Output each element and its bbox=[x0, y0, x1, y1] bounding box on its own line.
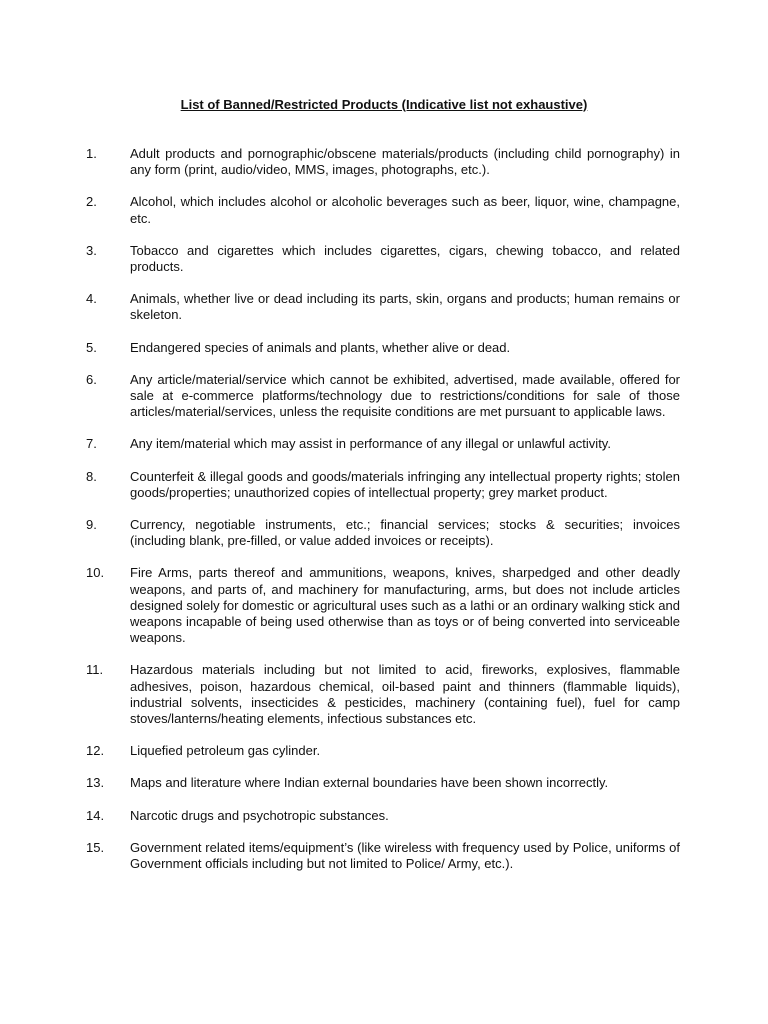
list-item-number: 5. bbox=[86, 339, 97, 355]
list-item-number: 4. bbox=[86, 291, 97, 307]
list-item bbox=[86, 469, 680, 501]
list-item bbox=[86, 340, 680, 356]
list-item-number: 1. bbox=[86, 146, 97, 161]
list-item bbox=[86, 146, 680, 178]
list-item-text: Tobacco and cigarettes which includes cigarettes, cigars, chewing tobacco, and related products. bbox=[130, 242, 680, 275]
list-item-text: Alcohol, which includes alcohol or alcoholic beverages such as beer, liquor, wine, champagne, etc. bbox=[130, 194, 680, 226]
list-item-number: 9. bbox=[86, 517, 97, 533]
list-item-number: 14. bbox=[86, 807, 105, 823]
list-item bbox=[86, 775, 680, 791]
list-item-number: 7. bbox=[86, 436, 97, 452]
list-item-text: Animals, whether live or dead including its parts, skin, organs and products; human remains or skeleton. bbox=[130, 291, 680, 323]
list-item-number: 11. bbox=[86, 662, 104, 678]
list-item-text: Any item/material which may assist in performance of any illegal or unlawful activity. bbox=[130, 436, 611, 452]
list-item-text: Counterfeit & illegal goods and goods/materials infringing any intellectual property rights; stolen goods/properties; unauthorized copies of intellectual property; grey market product. bbox=[130, 468, 680, 500]
list-item-number: 12. bbox=[86, 743, 105, 759]
list-item-number: 15. bbox=[86, 839, 105, 855]
list-item bbox=[86, 662, 680, 727]
list-item bbox=[86, 808, 680, 824]
list-item-text: Liquefied petroleum gas cylinder. bbox=[130, 743, 321, 759]
list-item bbox=[86, 840, 680, 872]
list-item-text: Endangered species of animals and plants, whether alive or dead. bbox=[130, 339, 511, 355]
list-item-text: Fire Arms, parts thereof and ammunitions, weapons, knives, sharpedged and other deadly weapons, and parts of, and machinery for manufacturing, arms, but does not include articles designed solely for domestic or agricultural uses such as a lathi or an ordinary walking stick and weapons incapable of being used otherwise than as toys or of being converted into serviceable weapons. bbox=[130, 565, 680, 646]
list-item bbox=[86, 291, 680, 323]
list-item bbox=[86, 243, 680, 275]
list-item-text: Currency, negotiable instruments, etc.; financial services; stocks & securities; invoices (including blank, pre-filled, or value added invoices or receipts). bbox=[130, 517, 680, 549]
list-item-number: 2. bbox=[86, 194, 97, 210]
list-item bbox=[86, 194, 680, 226]
banned-products-list bbox=[86, 146, 680, 888]
list-item-text: Narcotic drugs and psychotropic substances. bbox=[130, 807, 389, 823]
list-item-text: Government related items/equipment’s (like wireless with frequency used by Police, uniforms of Government officials including but not limited to Police/ Army, etc.). bbox=[130, 839, 680, 872]
list-item bbox=[86, 372, 680, 421]
list-item-number: 3. bbox=[86, 242, 97, 258]
list-item-text: Maps and literature where Indian external boundaries have been shown incorrectly. bbox=[130, 775, 609, 791]
list-item bbox=[86, 436, 680, 452]
list-item-number: 10. bbox=[86, 565, 105, 581]
list-item-text: Any article/material/service which cannot be exhibited, advertised, made available, offered for sale at e-commerce platforms/technology due to restrictions/conditions for sale of those articles/material/services, unless the requisite conditions are met pursuant to applicable laws. bbox=[130, 371, 680, 420]
list-item bbox=[86, 517, 680, 549]
list-item-text: Adult products and pornographic/obscene materials/products (including child pornography) in any form (print, audio/video, MMS, images, photographs, etc.). bbox=[130, 146, 680, 178]
list-item-number: 13. bbox=[86, 775, 105, 791]
list-item-number: 8. bbox=[86, 468, 97, 484]
document-title: List of Banned/Restricted Products (Indicative list not exhaustive) bbox=[180, 97, 588, 112]
list-item-number: 6. bbox=[86, 371, 97, 387]
list-item bbox=[86, 743, 680, 759]
list-item-text: Hazardous materials including but not limited to acid, fireworks, explosives, flammable adhesives, poison, hazardous chemical, oil-based paint and thinners (flammable liquids), industrial solvents, insecticides & pesticides, machinery (containing fuel), fuel for camp stoves/lanterns/heating elements, infectious substances etc. bbox=[130, 662, 680, 727]
list-item bbox=[86, 565, 680, 646]
